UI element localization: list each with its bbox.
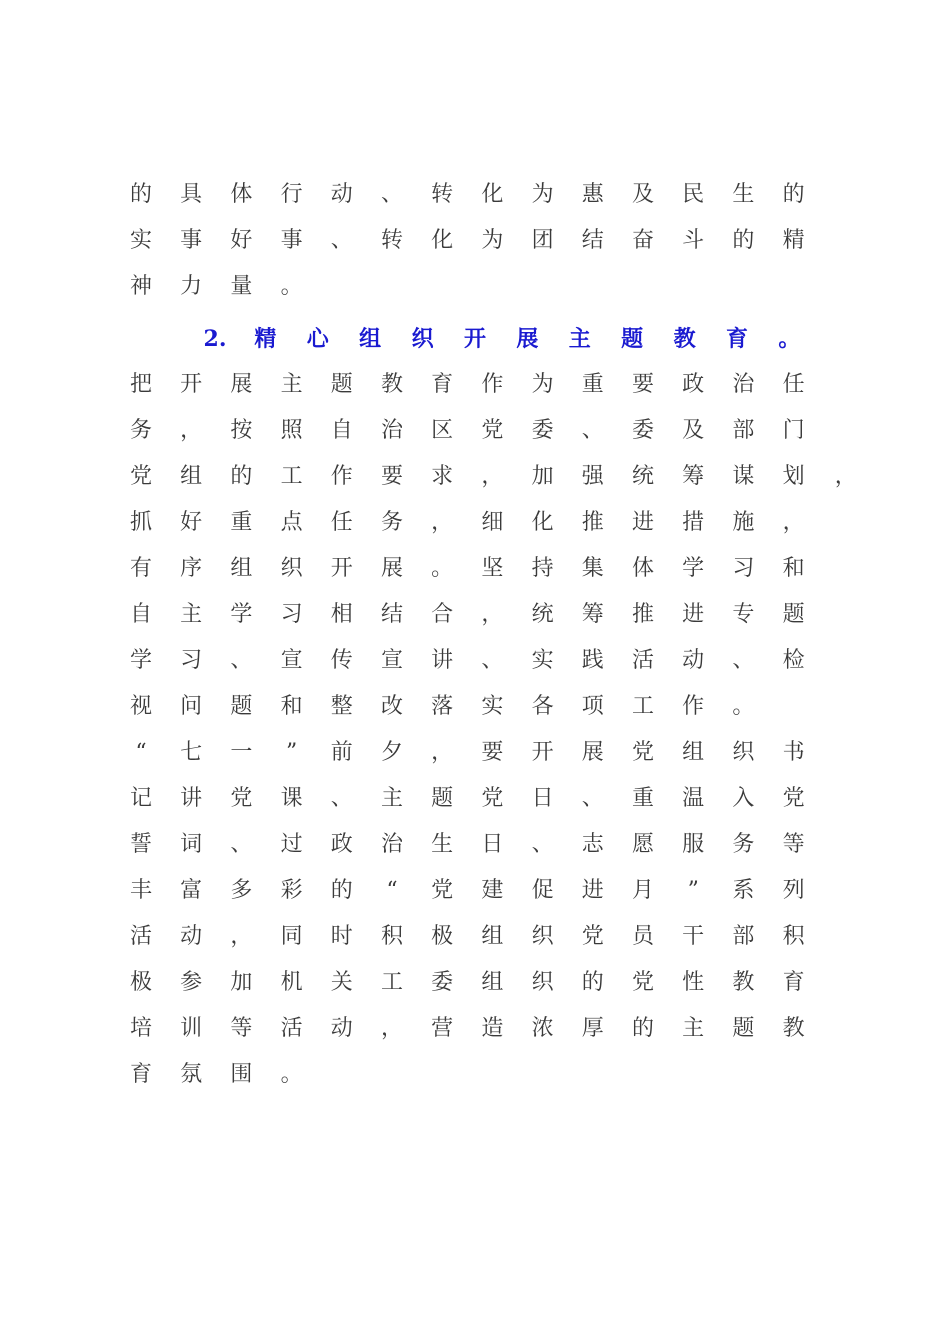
text-char: 志	[581, 832, 604, 857]
text-char: 传	[330, 648, 353, 673]
text-char: 的	[732, 228, 755, 253]
text-char: 划	[782, 464, 805, 489]
text-char: 动	[682, 648, 705, 673]
text-char: 治	[380, 418, 403, 443]
text-char: 好	[230, 228, 253, 253]
text-char: 。	[431, 556, 454, 581]
text-char: 织	[531, 970, 554, 995]
text-char: “	[135, 740, 147, 765]
text-char: ，	[431, 510, 454, 535]
text-char: 化	[531, 510, 554, 535]
text-char: 主	[180, 602, 203, 627]
text-char: 统	[631, 464, 654, 489]
text-char: ，	[230, 924, 253, 949]
text-char: 为	[481, 228, 504, 253]
text-char: 践	[581, 648, 604, 673]
text-char: ，	[380, 1016, 403, 1041]
heading-char: 展	[516, 326, 539, 352]
text-char: 化	[481, 182, 504, 207]
text-char: 及	[682, 418, 705, 443]
text-char: 好	[180, 510, 203, 535]
text-char: 教	[380, 372, 403, 397]
text-char: 治	[732, 372, 755, 397]
text-char: 关	[330, 970, 353, 995]
text-char: 细	[481, 510, 504, 535]
text-char: 愿	[631, 832, 654, 857]
text-char: 序	[180, 556, 203, 581]
text-char: 重	[631, 786, 654, 811]
text-char: 织	[280, 556, 303, 581]
text-char: 惠	[581, 182, 604, 207]
text-char: 委	[531, 418, 554, 443]
text-char: 参	[180, 970, 203, 995]
text-char: 和	[782, 556, 805, 581]
text-char: 誓	[129, 832, 152, 857]
text-char: 事	[280, 228, 303, 253]
text-char: 谋	[732, 464, 755, 489]
text-char: 政	[682, 372, 705, 397]
text-char: 区	[431, 418, 454, 443]
text-char: 工	[631, 694, 654, 719]
text-char: 筹	[581, 602, 604, 627]
text-char: 、	[531, 832, 554, 857]
heading-char: 织	[411, 326, 434, 352]
text-char: 党	[581, 924, 604, 949]
text-char: ，	[180, 418, 203, 443]
text-char: 建	[481, 878, 504, 903]
text-char: 育	[431, 372, 454, 397]
text-char: 实	[129, 228, 152, 253]
text-char: 服	[682, 832, 705, 857]
text-char: 。	[732, 694, 755, 719]
text-char: 浓	[531, 1016, 554, 1041]
text-char: 造	[481, 1016, 504, 1041]
heading-char: 开	[463, 326, 486, 352]
text-char: 主	[280, 372, 303, 397]
text-char: 学	[682, 556, 705, 581]
text-char: 活	[129, 924, 152, 949]
text-char: 量	[230, 274, 253, 299]
text-char: 视	[129, 694, 152, 719]
text-char: 党	[631, 970, 654, 995]
text-char: 丰	[129, 878, 152, 903]
text-char: 、	[330, 786, 353, 811]
heading-char: 2.	[203, 326, 227, 352]
text-char: 词	[180, 832, 203, 857]
text-char: 主	[380, 786, 403, 811]
text-char: 力	[180, 274, 203, 299]
text-char: 团	[531, 228, 554, 253]
text-char: ”	[687, 878, 699, 903]
text-char: 富	[180, 878, 203, 903]
text-char: 务	[732, 832, 755, 857]
text-char: 宣	[380, 648, 403, 673]
text-char: 、	[732, 648, 755, 673]
text-char: 具	[180, 182, 203, 207]
text-char: 统	[531, 602, 554, 627]
text-char: 促	[531, 878, 554, 903]
text-char: 进	[682, 602, 705, 627]
text-char: 的	[129, 182, 152, 207]
heading-char: 心	[306, 326, 329, 352]
text-char: 极	[431, 924, 454, 949]
text-char: 。	[280, 1062, 303, 1087]
text-char: 集	[581, 556, 604, 581]
text-char: 前	[330, 740, 353, 765]
text-char: 习	[280, 602, 303, 627]
text-char: 要	[481, 740, 504, 765]
text-char: 斗	[682, 228, 705, 253]
text-char: 学	[129, 648, 152, 673]
text-char: 日	[531, 786, 554, 811]
text-char: 同	[280, 924, 303, 949]
text-char: 点	[280, 510, 303, 535]
heading-char: 组	[359, 326, 382, 352]
heading-char: 。	[778, 326, 801, 352]
text-char: 课	[280, 786, 303, 811]
text-char: 组	[180, 464, 203, 489]
text-char: 党	[481, 418, 504, 443]
text-char: 党	[431, 878, 454, 903]
text-char: 织	[732, 740, 755, 765]
text-char: 的	[330, 878, 353, 903]
text-char: 习	[732, 556, 755, 581]
text-char: 夕	[380, 740, 403, 765]
text-char: 检	[782, 648, 805, 673]
text-char: 神	[129, 274, 152, 299]
text-char: 题	[330, 372, 353, 397]
text-char: 务	[380, 510, 403, 535]
text-char: 和	[280, 694, 303, 719]
text-char: 作	[682, 694, 705, 719]
text-char: 机	[280, 970, 303, 995]
text-char: ”	[285, 740, 298, 765]
text-char: 系	[732, 878, 755, 903]
text-char: 列	[782, 878, 805, 903]
text-char: 问	[180, 694, 203, 719]
text-char: 培	[129, 1016, 152, 1041]
text-char: 主	[682, 1016, 705, 1041]
text-char: 讲	[180, 786, 203, 811]
text-char: 按	[230, 418, 253, 443]
text-char: 织	[531, 924, 554, 949]
text-char: 员	[631, 924, 654, 949]
text-char: ，	[834, 464, 857, 489]
text-char: 记	[129, 786, 152, 811]
text-char: 抓	[129, 510, 152, 535]
text-char: 转	[380, 228, 403, 253]
text-char: 组	[481, 970, 504, 995]
text-char: 等	[782, 832, 805, 857]
text-char: 月	[631, 878, 654, 903]
text-char: 多	[230, 878, 253, 903]
text-char: ，	[782, 510, 805, 535]
heading-char: 精	[254, 326, 277, 352]
text-char: 为	[531, 182, 554, 207]
text-char: 宣	[280, 648, 303, 673]
text-char: 自	[330, 418, 353, 443]
text-char: 委	[631, 418, 654, 443]
text-char: 过	[280, 832, 303, 857]
text-char: 政	[330, 832, 353, 857]
heading-char: 育	[725, 326, 748, 352]
text-char: 重	[230, 510, 253, 535]
text-char: 务	[129, 418, 152, 443]
text-char: 、	[581, 418, 604, 443]
text-char: 展	[380, 556, 403, 581]
text-char: 作	[330, 464, 353, 489]
text-char: 持	[531, 556, 554, 581]
text-char: 活	[631, 648, 654, 673]
text-char: 七	[180, 740, 203, 765]
text-char: ，	[481, 464, 504, 489]
text-char: 展	[581, 740, 604, 765]
text-char: 生	[732, 182, 755, 207]
text-char: 动	[330, 1016, 353, 1041]
text-char: 的	[631, 1016, 654, 1041]
text-char: 改	[380, 694, 403, 719]
text-char: 整	[330, 694, 353, 719]
text-char: 极	[129, 970, 152, 995]
text-char: 行	[280, 182, 303, 207]
text-char: 题	[431, 786, 454, 811]
text-char: 、	[380, 182, 403, 207]
text-char: 生	[431, 832, 454, 857]
text-char: 部	[732, 924, 755, 949]
text-char: 结	[380, 602, 403, 627]
text-char: 教	[782, 1016, 805, 1041]
text-char: 重	[581, 372, 604, 397]
text-char: 有	[129, 556, 152, 581]
text-char: 的	[230, 464, 253, 489]
text-char: 施	[732, 510, 755, 535]
text-char: 积	[380, 924, 403, 949]
text-char: 入	[732, 786, 755, 811]
text-char: 合	[431, 602, 454, 627]
text-char: 照	[280, 418, 303, 443]
text-char: 营	[431, 1016, 454, 1041]
text-char: 加	[531, 464, 554, 489]
text-char: “	[386, 878, 398, 903]
text-char: 、	[330, 228, 353, 253]
text-char: 实	[481, 694, 504, 719]
text-char: 推	[581, 510, 604, 535]
text-char: 落	[431, 694, 454, 719]
text-char: 等	[230, 1016, 253, 1041]
text-char: 工	[380, 970, 403, 995]
text-char: 教	[732, 970, 755, 995]
text-char: 化	[431, 228, 454, 253]
text-char: 厚	[581, 1016, 604, 1041]
text-char: 活	[280, 1016, 303, 1041]
text-char: 转	[431, 182, 454, 207]
text-char: 把	[129, 372, 152, 397]
text-char: 的	[782, 182, 805, 207]
text-char: 党	[129, 464, 152, 489]
text-char: 题	[782, 602, 805, 627]
text-char: 展	[230, 372, 253, 397]
text-char: 体	[631, 556, 654, 581]
text-char: 门	[782, 418, 805, 443]
text-char: 任	[782, 372, 805, 397]
heading-char: 主	[568, 326, 591, 352]
text-char: 学	[230, 602, 253, 627]
text-char: 党	[782, 786, 805, 811]
text-char: 日	[481, 832, 504, 857]
text-char: 训	[180, 1016, 203, 1041]
text-char: 强	[581, 464, 604, 489]
text-char: 工	[280, 464, 303, 489]
text-char: 要	[380, 464, 403, 489]
text-char: 开	[330, 556, 353, 581]
text-char: 围	[230, 1062, 253, 1087]
text-char: 习	[180, 648, 203, 673]
text-char: 及	[631, 182, 654, 207]
text-char: 组	[682, 740, 705, 765]
text-char: 民	[682, 182, 705, 207]
text-char: 精	[782, 228, 805, 253]
text-char: 体	[230, 182, 253, 207]
text-char: 为	[531, 372, 554, 397]
text-char: 动	[330, 182, 353, 207]
text-char: ，	[481, 602, 504, 627]
text-char: 党	[481, 786, 504, 811]
text-char: 部	[732, 418, 755, 443]
text-char: 结	[581, 228, 604, 253]
text-char: 书	[782, 740, 805, 765]
text-char: 坚	[481, 556, 504, 581]
text-char: 开	[531, 740, 554, 765]
text-char: 筹	[682, 464, 705, 489]
text-char: 积	[782, 924, 805, 949]
text-char: 题	[230, 694, 253, 719]
text-char: 组	[481, 924, 504, 949]
text-char: 推	[631, 602, 654, 627]
text-char: 的	[581, 970, 604, 995]
text-char: 、	[581, 786, 604, 811]
text-char: 进	[581, 878, 604, 903]
text-char: 组	[230, 556, 253, 581]
text-char: 干	[682, 924, 705, 949]
text-char: 讲	[431, 648, 454, 673]
text-char: 开	[180, 372, 203, 397]
text-char: 项	[581, 694, 604, 719]
text-char: 性	[682, 970, 705, 995]
text-char: 任	[330, 510, 353, 535]
heading-char: 教	[673, 326, 696, 352]
text-char: 题	[732, 1016, 755, 1041]
text-char: 党	[230, 786, 253, 811]
text-char: 、	[230, 648, 253, 673]
text-char: 事	[180, 228, 203, 253]
text-char: 实	[531, 648, 554, 673]
text-char: 一	[230, 740, 253, 765]
text-char: 委	[431, 970, 454, 995]
text-char: 动	[180, 924, 203, 949]
text-char: 专	[732, 602, 755, 627]
text-char: 作	[481, 372, 504, 397]
text-char: 、	[230, 832, 253, 857]
text-char: 措	[682, 510, 705, 535]
text-char: 各	[531, 694, 554, 719]
heading-char: 题	[621, 326, 644, 352]
text-char: 党	[631, 740, 654, 765]
text-char: 时	[330, 924, 353, 949]
text-char: 。	[280, 274, 303, 299]
text-char: 加	[230, 970, 253, 995]
text-char: 、	[481, 648, 504, 673]
text-char: 氛	[180, 1062, 203, 1087]
text-char: 彩	[280, 878, 303, 903]
text-char: 奋	[631, 228, 654, 253]
text-char: 温	[682, 786, 705, 811]
text-char: 治	[380, 832, 403, 857]
text-char: 相	[330, 602, 353, 627]
text-char: 自	[129, 602, 152, 627]
text-char: 进	[631, 510, 654, 535]
text-char: 育	[129, 1062, 152, 1087]
text-char: 要	[631, 372, 654, 397]
text-char: 育	[782, 970, 805, 995]
text-char: 求	[431, 464, 454, 489]
text-char: ，	[431, 740, 454, 765]
